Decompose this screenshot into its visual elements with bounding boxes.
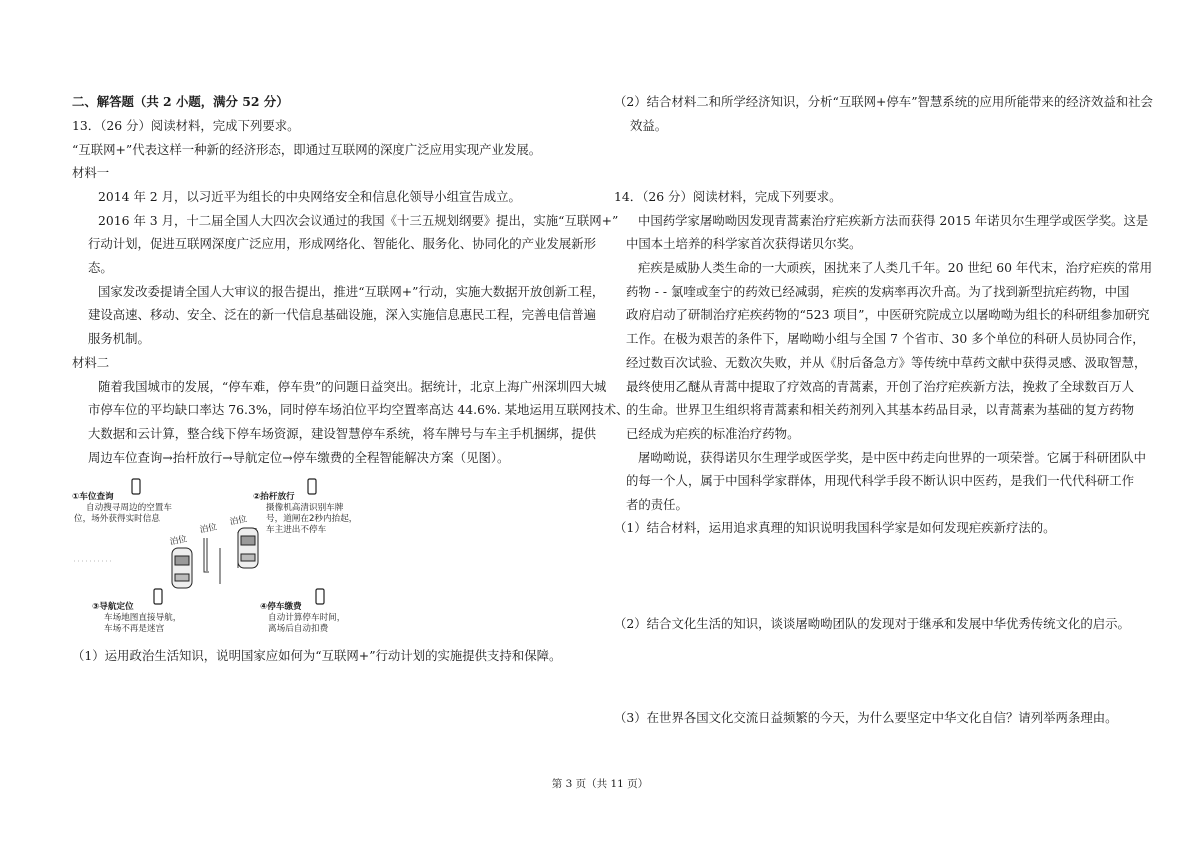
material-1-para-2-line: 态。 bbox=[88, 260, 113, 275]
slot-label: 泊位 bbox=[199, 522, 218, 536]
step-1-title: ①车位查询 bbox=[72, 492, 114, 502]
material-2-line: 随着我国城市的发展，“停车难，停车贵”的问题日益突出。据统计，北京上海广州深圳四大城 bbox=[98, 379, 607, 394]
q14-intro: 14．（26 分）阅读材料，完成下列要求。 bbox=[614, 189, 842, 204]
car-icon bbox=[172, 548, 192, 588]
step-3-text: 车场地图直接导航， bbox=[104, 613, 182, 623]
q13-sub-2-line: （2）结合材料二和所学经济知识，分析“互联网+停车”智慧系统的应用所能带来的经济效益和社会 bbox=[614, 94, 1153, 109]
q14-para-2-line: 疟疾是威胁人类生命的一大顽疾，困扰来了人类几千年。20 世纪 60 年代末，治疗疟疾的常用 bbox=[638, 260, 1153, 275]
step-3-text: 车场不再是迷宫 bbox=[104, 624, 165, 634]
slot-label: 泊位 bbox=[229, 514, 248, 528]
material-2-line: 市停车位的平均缺口率达 76.3%，同时停车场泊位平均空置率高达 44.6%. 某地运用互联网技术、 bbox=[88, 402, 629, 417]
step-4-text: 自动计算停车时间， bbox=[268, 613, 346, 623]
material-2-title: 材料二 bbox=[72, 355, 110, 370]
q14-para-1-line: 中国药学家屠呦呦因发现青蒿素治疗疟疾新方法而获得 2015 年诺贝尔生理学或医学奖。这是 bbox=[638, 213, 1149, 228]
q13-lead: “互联网+”代表这样一种新的经济形态，即通过互联网的深度广泛应用实现产业发展。 bbox=[72, 142, 542, 157]
material-1-para-3-line: 服务机制。 bbox=[88, 331, 150, 346]
q14-para-3-line: 者的责任。 bbox=[626, 497, 688, 512]
car-icon bbox=[238, 528, 258, 568]
section-title: 二、解答题（共 2 小题，满分 52 分） bbox=[72, 94, 289, 109]
step-2-title: ②抬杆放行 bbox=[253, 492, 295, 502]
q14-para-2-line: 工作。在极为艰苦的条件下，屠呦呦小组与全国 7 个省市、30 多个单位的科研人员协同合作， bbox=[626, 331, 1145, 346]
q14-sub-2: （2）结合文化生活的知识，谈谈屠呦呦团队的发现对于继承和发展中华优秀传统文化的启示。 bbox=[614, 616, 1130, 631]
step-3-title: ③导航定位 bbox=[92, 602, 134, 612]
material-1-para-3-line: 国家发改委提请全国人大审议的报告提出，推进“互联网+”行动，实施大数据开放创新工程， bbox=[98, 284, 605, 299]
q14-para-2-line: 经过数百次试验、无数次失败，并从《肘后备急方》等传统中草药文献中获得灵感、汲取智慧， bbox=[626, 355, 1147, 370]
page-footer: 第 3 页（共 11 页） bbox=[551, 778, 649, 790]
q14-para-2-line: 已经成为疟疾的标准治疗药物。 bbox=[626, 426, 800, 441]
smart-parking-figure bbox=[72, 476, 372, 641]
phone-icon bbox=[132, 479, 327, 604]
material-1-para-2-line: 2016 年 3 月，十二届全国人大四次会议通过的我国《十三五规划纲要》提出，实施“互联网+” bbox=[98, 213, 619, 228]
material-1-para-3-line: 建设高速、移动、安全、泛在的新一代信息基础设施，深入实施信息惠民工程，完善电信普遍 bbox=[88, 307, 597, 322]
material-2-line: 大数据和云计算，整合线下停车场资源，建设智慧停车系统，将车牌号与车主手机捆绑，提供 bbox=[88, 426, 597, 441]
q14-sub-1: （1）结合材料，运用追求真理的知识说明我国科学家是如何发现疟疾新疗法的。 bbox=[614, 520, 1056, 535]
step-2-text: 车主进出不停车 bbox=[266, 525, 327, 535]
q14-para-3-line: 屠呦呦说，获得诺贝尔生理学或医学奖，是中医中药走向世界的一项荣誉。它属于科研团队中 bbox=[638, 450, 1147, 465]
step-4-title: ④停车缴费 bbox=[260, 602, 302, 612]
step-1-text: 位，场外获得实时信息 bbox=[74, 514, 160, 524]
q13-intro: 13．（26 分）阅读材料，完成下列要求。 bbox=[72, 118, 300, 133]
step-2-text: 摄像机高清识别车牌 bbox=[266, 503, 344, 513]
material-1-para-1: 2014 年 2 月，以习近平为组长的中央网络安全和信息化领导小组宣告成立。 bbox=[98, 189, 521, 204]
q13-sub-1: （1）运用政治生活知识，说明国家应如何为“互联网+”行动计划的实施提供支持和保障。 bbox=[72, 648, 562, 663]
q14-para-3-line: 的每一个人，属于中国科学家群体，用现代科学手段不断认识中医药，是我们一代代科研工作 bbox=[626, 473, 1135, 488]
q14-para-2-line: 的生命。世界卫生组织将青蒿素和相关药剂列入其基本药品目录，以青蒿素为基础的复方药物 bbox=[626, 402, 1135, 417]
q13-sub-2-line: 效益。 bbox=[630, 118, 668, 133]
slot-label: 泊位 bbox=[169, 534, 188, 548]
material-1-title: 材料一 bbox=[72, 165, 110, 180]
q14-para-1-line: 中国本土培养的科学家首次获得诺贝尔奖。 bbox=[626, 236, 862, 251]
q14-sub-3: （3）在世界各国文化交流日益频繁的今天，为什么要坚定中华文化自信？请列举两条理由。 bbox=[614, 710, 1118, 725]
material-2-line: 周边车位查询→抬杆放行→导航定位→停车缴费的全程智能解决方案（见图）。 bbox=[88, 450, 510, 465]
q14-para-2-line: 最终使用乙醚从青蒿中提取了疗效高的青蒿素，开创了治疗疟疾新方法，挽救了全球数百万人 bbox=[626, 379, 1135, 394]
step-4-text: 离场后自动扣费 bbox=[268, 624, 329, 634]
q14-para-2-line: 政府启动了研制治疗疟疾药物的“523 项目”，中医研究院成立以屠呦呦为组长的科研组参加研究 bbox=[626, 307, 1150, 322]
step-2-text: 号，道闸在2秒内抬起， bbox=[266, 514, 358, 524]
step-1-text: 自动搜寻周边的空置车 bbox=[86, 503, 172, 513]
q14-para-2-line: 药物 - - 氯喹或奎宁的药效已经减弱，疟疾的发病率再次升高。为了找到新型抗疟药物，中国 bbox=[626, 284, 1130, 299]
material-1-para-2-line: 行动计划，促进互联网深度广泛应用，形成网络化、智能化、服务化、协同化的产业发展新形 bbox=[88, 236, 597, 251]
